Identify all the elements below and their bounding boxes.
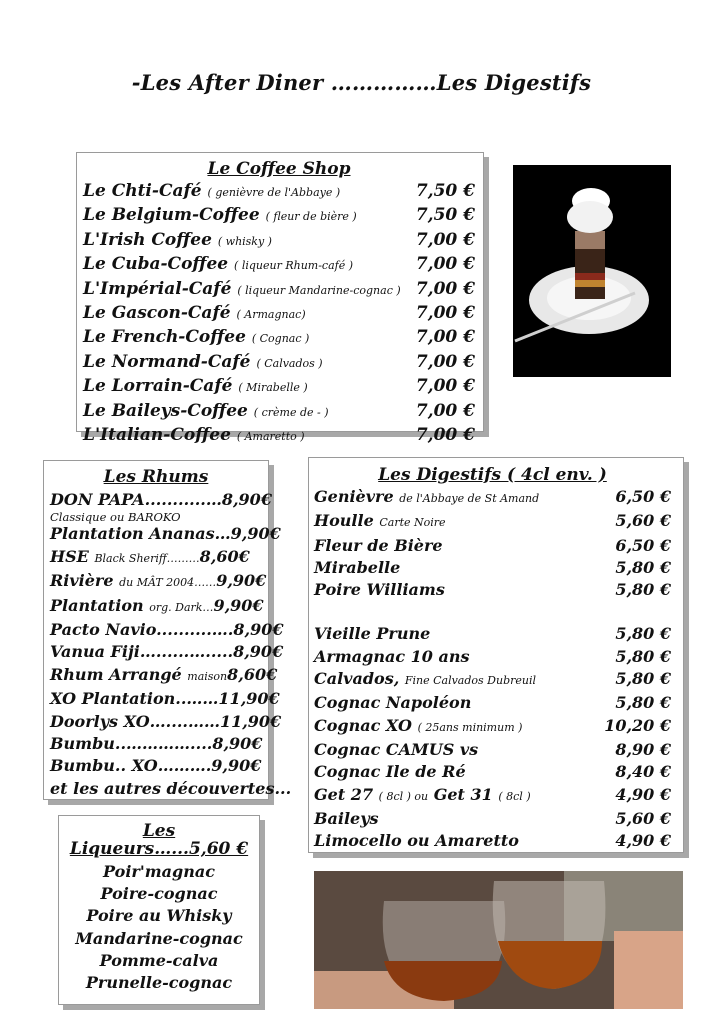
digestifs-title: Les Digestifs ( 4cl env. ) xyxy=(378,465,607,485)
coffee-item-note: ( whisky ) xyxy=(217,234,272,248)
coffee-item-price: 7,50 € xyxy=(415,181,475,201)
digestif-item-note: Carte Noire xyxy=(379,516,446,530)
digestif-item xyxy=(314,486,671,510)
rhum-item-note: du MÂT 2004…… xyxy=(119,576,217,590)
digestif-item-price: 8,40 € xyxy=(615,762,671,782)
digestif-item-name: Get 31 xyxy=(433,784,493,804)
coffee-item-note: ( genièvre de l'Abbaye ) xyxy=(207,186,341,199)
digestif-item-note: de l'Abbaye de St Amand xyxy=(399,492,540,505)
digestif-item-price: 5,80 € xyxy=(615,624,671,644)
coffee-item xyxy=(83,278,475,302)
rhum-item: XO Plantation..……11,90€ xyxy=(50,689,280,709)
digestif-item-price: 6,50 € xyxy=(615,535,671,555)
digestif-item-price: 5,80 € xyxy=(615,580,671,600)
page-title: -Les After Diner ……………Les Digestifs xyxy=(131,70,592,95)
digestif-item-name: Cognac CAMUS vs xyxy=(314,739,479,759)
coffee-item xyxy=(83,351,475,375)
digestifs-box xyxy=(308,457,684,853)
rhum-item-price: 9,90€ xyxy=(213,595,264,615)
rhum-item: Pacto Navio..........….8,90€ xyxy=(50,620,284,640)
coffee-item-note: ( Amaretto ) xyxy=(236,430,305,444)
coffee-item xyxy=(83,375,475,399)
coffee-item-name: L'Impérial-Café xyxy=(83,278,232,299)
coffee-item-name: Le French-Coffee xyxy=(83,327,246,348)
digestif-item-price: 5,80 € xyxy=(615,693,671,713)
digestif-item-note: ( 25ans minimum ) xyxy=(417,720,523,734)
rhums-box xyxy=(43,460,292,800)
rhum-item-note: org. Dark… xyxy=(149,600,214,614)
coffee-item xyxy=(83,229,475,253)
coffee-item-name: Le Belgium-Coffee xyxy=(83,205,260,226)
liqueur-item: Poire-cognac xyxy=(100,884,218,904)
coffee-item-name: Le Normand-Café xyxy=(83,351,251,372)
coffee-item-price: 7,00 € xyxy=(415,376,475,397)
rhum-item-price: 9,90€ xyxy=(216,571,267,591)
digestif-item xyxy=(314,808,671,830)
rhum-item xyxy=(50,664,278,688)
digestif-item xyxy=(314,761,671,783)
coffee-item-price: 7,00 € xyxy=(415,278,475,299)
cognac-glasses-photo xyxy=(314,871,683,1009)
digestif-item xyxy=(314,579,671,601)
rhum-item: DON PAPA...........…8,90€ xyxy=(50,490,272,509)
digestif-item-name: Limocello ou Amaretto xyxy=(314,831,519,851)
coffee-item-note: ( Calvados ) xyxy=(256,356,323,370)
coffee-item-price: 7,00 € xyxy=(415,327,475,348)
coffee-item-note: ( Mirabelle ) xyxy=(238,381,308,395)
rhum-item-name: HSE xyxy=(50,546,89,566)
digestif-item xyxy=(314,715,671,739)
digestif-item-note: Fine Calvados Dubreuil xyxy=(404,674,537,688)
liqueur-item: Pomme-calva xyxy=(99,950,219,970)
digestif-item-name: Fleur de Bière xyxy=(314,535,443,555)
digestif-item-price: 5,60 € xyxy=(615,808,671,828)
liqueur-item: Prunelle-cognac xyxy=(85,973,233,993)
rhum-item xyxy=(50,546,262,570)
digestif-item xyxy=(314,535,671,557)
digestif-item xyxy=(314,692,671,714)
digestif-item xyxy=(314,739,671,761)
liqueur-item: Mandarine-cognac xyxy=(75,928,243,948)
rhum-item-price: 8,60€ xyxy=(227,664,278,684)
digestif-item-price: 5,80 € xyxy=(615,669,671,689)
coffee-item-note: ( liqueur Rhum-café ) xyxy=(234,259,354,273)
rhum-item: Doorlys XO…....……11,90€ xyxy=(50,711,282,731)
coffee-item xyxy=(83,302,475,326)
digestif-item-price: 5,60 € xyxy=(615,511,671,531)
digestif-item xyxy=(314,830,671,852)
coffee-item xyxy=(83,180,475,204)
rhum-item-note: Black Sheriff……… xyxy=(94,551,200,565)
rhum-item xyxy=(50,595,262,619)
coffee-item xyxy=(83,400,475,424)
coffee-item xyxy=(83,204,475,228)
rhums-title: Les Rhums xyxy=(103,467,209,487)
digestif-item-name: Poire Williams xyxy=(314,580,445,600)
rhum-item-name: Rhum Arrangé xyxy=(50,664,182,684)
digestif-item-price: 8,90 € xyxy=(615,739,671,759)
digestif-item xyxy=(314,623,671,645)
rhum-item-price: 8,60€ xyxy=(199,546,250,566)
digestif-item-name: Genièvre xyxy=(314,487,394,506)
coffee-item-price: 7,00 € xyxy=(415,351,475,372)
coffee-item-price: 7,00 € xyxy=(415,254,475,275)
coffee-item-name: Le Baileys-Coffee xyxy=(83,400,248,421)
liqueurs-box xyxy=(58,815,260,1005)
coffee-item-name: Le Lorrain-Café xyxy=(83,376,233,397)
coffee-item-note: ( fleur de bière ) xyxy=(265,210,357,224)
digestif-item-price: 5,80 € xyxy=(615,557,671,577)
digestif-item-price: 5,80 € xyxy=(615,646,671,666)
coffee-glass-photo xyxy=(513,165,671,377)
coffee-item xyxy=(83,424,475,448)
rhum-item-name: Plantation xyxy=(50,595,144,615)
rhum-item: Bumbu..…………....8,90€ xyxy=(50,734,263,754)
rhum-item: Plantation Ananas…9,90€ xyxy=(50,524,281,544)
coffee-item-price: 7,00 € xyxy=(415,425,475,446)
rhum-item-name: Rivière xyxy=(50,571,114,591)
coffee-item-note: ( liqueur Mandarine-cognac ) xyxy=(237,283,401,297)
digestif-item-name: Vieille Prune xyxy=(314,624,431,644)
liqueurs-title: Les Liqueurs…...5,60 € xyxy=(69,821,249,859)
digestif-item xyxy=(314,668,671,692)
digestif-item-price: 6,50 € xyxy=(615,487,671,506)
rhum-item: Bumbu.. XO……….9,90€ xyxy=(50,756,262,776)
digestif-item xyxy=(314,557,671,579)
digestifs-gap xyxy=(314,601,671,623)
digestif-item-name: Cognac XO xyxy=(314,715,412,735)
coffee-item xyxy=(83,253,475,277)
digestif-item-price: 10,20 € xyxy=(604,715,671,735)
digestif-item-name: Cognac Napoléon xyxy=(314,693,472,713)
coffee-shop-title: Le Coffee Shop xyxy=(207,159,351,179)
digestif-item-note: ( 8cl ) ou xyxy=(378,789,429,803)
liqueur-item: Poire au Whisky xyxy=(86,906,232,926)
coffee-item-name: Le Chti-Café xyxy=(83,181,202,201)
rhum-item: Vanua Fiji…......….....8,90€ xyxy=(50,642,284,662)
coffee-item-note: ( crème de - ) xyxy=(253,405,329,419)
coffee-item-price: 7,00 € xyxy=(415,400,475,421)
digestif-item xyxy=(314,510,671,534)
coffee-item-note: ( Armagnac) xyxy=(236,308,306,322)
coffee-item-name: L'Irish Coffee xyxy=(83,229,212,250)
digestif-item-name: Calvados, xyxy=(314,669,400,689)
digestif-item-note: ( 8cl ) xyxy=(498,789,531,803)
coffee-item-name: Le Gascon-Café xyxy=(83,303,231,324)
digestif-item-name: Baileys xyxy=(314,808,379,828)
digestif-item-name: Cognac Ile de Ré xyxy=(314,762,466,782)
coffee-item-note: ( Cognac ) xyxy=(251,332,310,346)
digestif-item xyxy=(314,784,671,808)
coffee-item-price: 7,00 € xyxy=(415,229,475,250)
digestif-item-price: 4,90 € xyxy=(615,784,671,804)
coffee-item xyxy=(83,326,475,350)
rhum-item: et les autres découvertes... xyxy=(50,778,292,798)
liqueur-item: Poir'magnac xyxy=(103,862,215,881)
digestif-item xyxy=(314,646,671,668)
coffee-item-price: 7,00 € xyxy=(415,303,475,324)
rhum-item-note: maison xyxy=(187,669,228,683)
coffee-item-price: 7,50 € xyxy=(415,205,475,226)
digestif-item-name: Houlle xyxy=(314,511,374,531)
coffee-item-name: Le Cuba-Coffee xyxy=(83,254,229,275)
rhum-subtitle: Classique ou BAROKO xyxy=(50,510,181,525)
rhum-item xyxy=(50,570,267,594)
digestif-item-name: Mirabelle xyxy=(314,557,401,577)
digestif-item-name: Armagnac 10 ans xyxy=(314,646,470,666)
coffee-shop-box xyxy=(76,152,484,446)
coffee-item-name: L'Italian-Coffee xyxy=(83,425,231,446)
digestif-item-name: Get 27 xyxy=(314,784,374,804)
digestif-item-price: 4,90 € xyxy=(615,831,671,851)
